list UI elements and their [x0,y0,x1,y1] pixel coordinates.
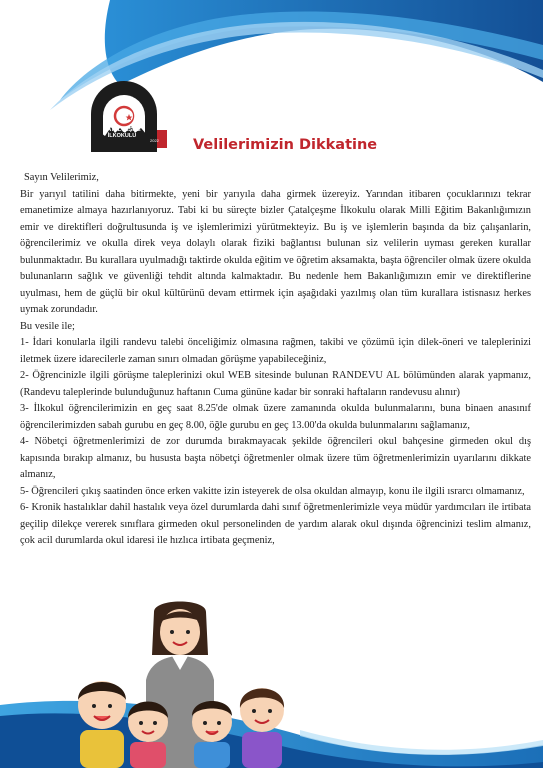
letter-body [20,170,531,550]
lead-line: Bu vesile ile; [20,320,75,332]
greeting: Sayın Velilerimiz, [24,172,99,183]
logo-year: 2022 [150,138,159,143]
logo-caption [94,127,150,139]
child-figure [128,702,168,768]
rule-item: 4- Nöbetçi öğretmenlerimizi de zor durumda bırakmayacak şekilde öğrencileri okul bahçesine girmeden okul dış kapısında bırakıp almanız, bu hususta başta nöbetçi öğretmenler olmak üzere tüm öğretmenlerimizin uyarılarını dikkate almanız, [20,436,531,480]
rule-item: 1- İdari konularla ilgili randevu talebi önceliğimiz olmasına rağmen, takibi ve çözümü için dilek-öneri ve taleplerinizi iletmek üzere idarecilerle zaman sınırı olmadan görüşme yapabileceğiniz, [20,337,531,365]
child-figure [240,688,284,768]
rule-item: 5- Öğrencileri çıkış saatinden önce erken vakitte izin isteyerek de olsa okuldan almayıp, konu ile ilgili ısrarcı olmamanız, [20,485,525,497]
rule-item: 3- İlkokul öğrencilerimizin en geç saat 8.25'de olmak üzere zamanında okulda bulunmalarını, buna binaen anasınıf öğrencilerimizden sabah gurubu en geç 8.00, öğle gurubu en geç 13.00'da okulda bulunmalarını sağlamanız, [20,403,531,431]
page-title: Velilerimizin Dikkatine [193,137,378,153]
rule-item: 6- Kronik hastalıklar dahil hastalık veya özel durumlarda dahi sınıf öğretmenlerimizle veya müdür yardımcıları ile irtibata geçilip dilekçe vererek sınıflara girmeden okul personelinden de yardım alarak okul dışında öğrencinizi teslim almanız, çok acil durumlarda okul idaresi ile hızlıca irtibata geçmeniz, [20,502,531,546]
logo-text-line2: İLKOKULU [107,133,137,139]
teacher-children-illustration [66,600,296,768]
intro-paragraph: Bir yarıyıl tatilini daha bitirmekte, yeni bir yarıyıla daha girmek üzereyiz. Yarından itibaren çocuklarınızı tekrar emanetimize almaya hazırlanıyoruz. Tabi ki bu süreçte bizler Çatalçeşme İlkokulu olarak Milli Eğitim Bakanlığımızın emir ve direktifleri doğrultusunda iş ve işlemlerimizi yürütmekteyiz. Bu iş ve işlemlerin başında da biz çalışanlarin, öğrencilerimiz ve okulla direk veya dolaylı olarak fiziki bağlantısı bulunan siz velilerin uyması gereken kurallar bulunmaktadır. Bu kurallara uyulmadığı taktirde okulda eğitim ve öğretim aksamakta, başta öğrenciler olmak üzere okulda bulunanların sağlık ve güvenliği tehdit altında kalmaktadır. Bu nedenle hem Bakanlığımızın emir ve direktiflerine uyulması, hem de güçlü bir okul kültürünü devam ettirmek için aşağıdaki yazılmış olan tüm kurallara istisnasız herkes uymak zorundadır. [20,188,531,315]
logo-text-line1: ÇATALÇEŞME [103,127,141,133]
rule-item: 2- Öğrencinizle ilgili görüşme taleplerinizi okul WEB sitesinde bulunan RANDEVU AL bölümünden alarak yapmanız, (Randevu taleplerinde bulunduğunuz haftanın Cuma gününe kadar bir sonraki haftaların randevusu alınır) [20,370,531,398]
child-figure [78,681,126,768]
child-figure [192,701,232,768]
